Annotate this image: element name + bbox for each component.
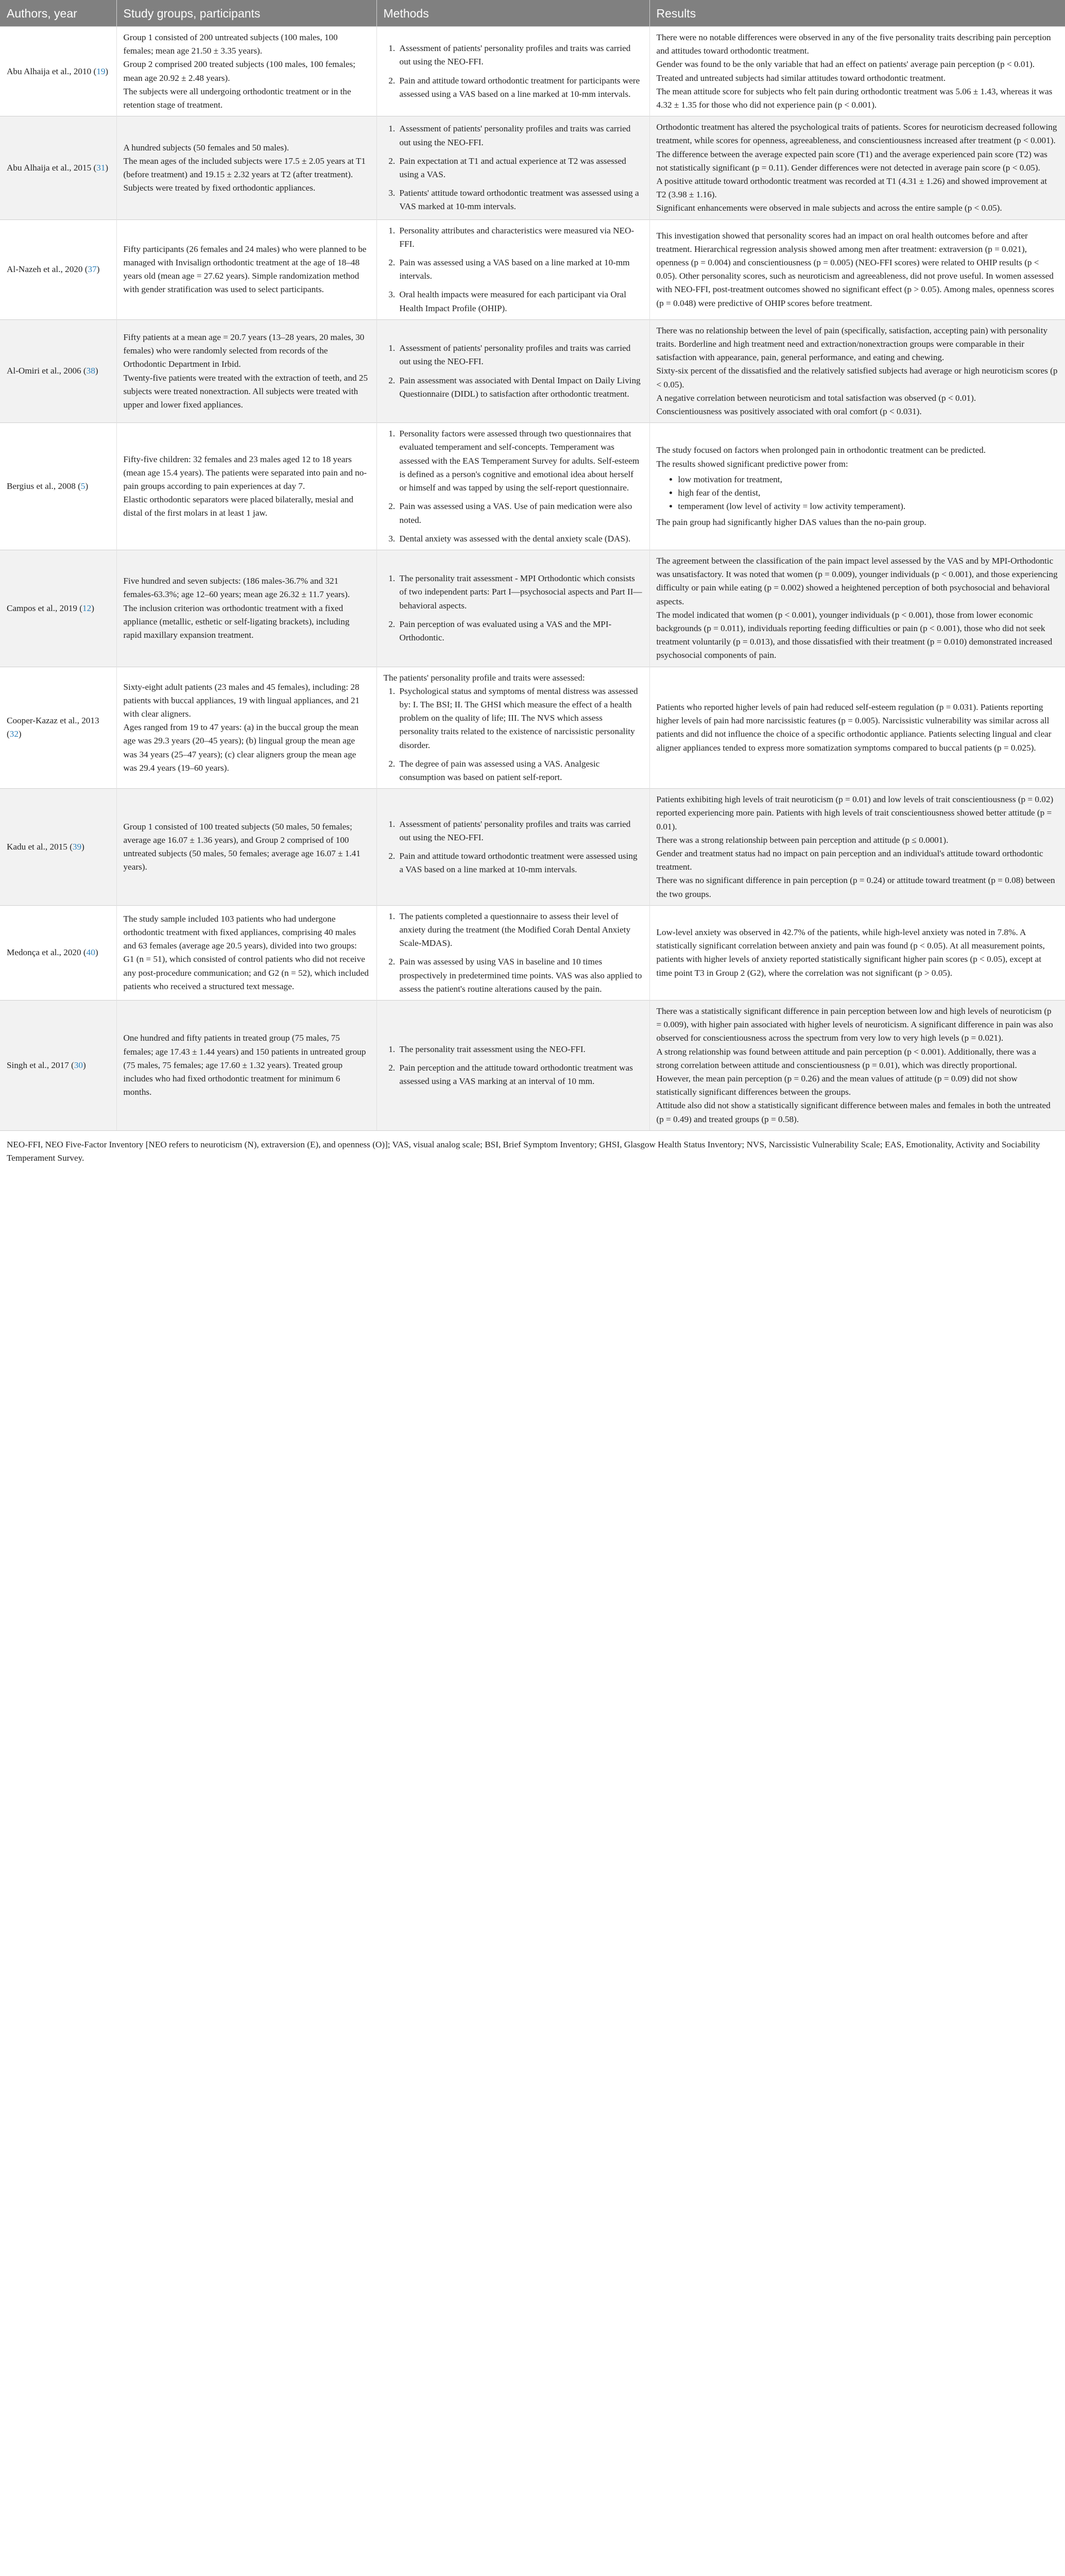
methods-item: 1. Assessment of patients' personality profiles and traits was carried out using the NEO-FFI. <box>398 342 643 368</box>
methods-item: 2. Pain perception and the attitude toward orthodontic treatment was assessed using a VAS marking at an interval of 10 mm. <box>398 1061 643 1088</box>
methods-item: 1. The personality trait assessment - MPI Orthodontic which consists of two independent parts: Part I—psychosocial aspects and Part II—behavioral aspects. <box>398 572 643 613</box>
groups-paragraph: Five hundred and seven subjects: (186 males-36.7% and 321 females-63.3%; age 12–60 years; mean age 26.32 ± 11.7 years). <box>123 576 350 600</box>
methods-item: 1. Assessment of patients' personality profiles and traits was carried out using the NEO-FFI. <box>398 42 643 69</box>
methods-item: 2. Pain and attitude toward orthodontic treatment for participants were assessed using a VAS based on a line marked at 10-mm intervals. <box>398 74 643 101</box>
author-year: Bergius et al., 2008 ( <box>7 481 81 491</box>
table-row <box>0 789 1065 906</box>
header-authors: Authors, year <box>0 0 116 27</box>
results-paragraph: The pain group had significantly higher DAS values than the no-pain group. <box>656 517 926 527</box>
results-paragraph: There was no relationship between the level of pain (specifically, satisfaction, accepting pain) with personality traits. Borderline and high treatment need and extraction/nonextraction groups were comparable in their satisfaction with appearance, pain, general performance, and eating and chewing. <box>656 325 1048 363</box>
groups-paragraph: Group 1 consisted of 200 untreated subjects (100 males, 100 females; mean age 21.50 ± 3.35 years). <box>123 32 338 56</box>
table-row <box>0 905 1065 1000</box>
results-paragraph: A negative correlation between neuroticism and total satisfaction was observed (p < 0.01). <box>656 393 976 403</box>
reference-close: ) <box>95 947 98 958</box>
methods-list <box>384 910 643 996</box>
methods-list <box>384 42 643 101</box>
reference-close: ) <box>85 481 89 491</box>
groups-paragraph: Group 1 consisted of 100 treated subjects (50 males, 50 females; average age 16.07 ± 1.36 years), and Group 2 comprised of 100 untreated subjects (50 males, 50 females; average age 16.07 ± 1.41 years). <box>123 821 360 872</box>
results-paragraph: There was no significant difference in pain perception (p = 0.24) or attitude toward treatment (p = 0.08) between the two groups. <box>656 875 1055 899</box>
results-bullet: • temperament (low level of activity = low activity temperament). <box>678 500 1059 513</box>
author-year: Singh et al., 2017 ( <box>7 1060 74 1070</box>
groups-paragraph: The inclusion criterion was orthodontic treatment with a fixed appliance (metallic, esthetic or self-ligating brackets), including rapid maxillary expansion treatment. <box>123 603 350 640</box>
groups-paragraph: Fifty participants (26 females and 24 males) who were planned to be managed with Invisalign orthodontic treatment at the age of 18–48 years old (mean age = 27.62 years). Simple randomization method with gender stratification was used to select participants. <box>123 244 367 295</box>
methods-item: 2. Pain was assessed by using VAS in baseline and 10 times prospectively in predetermined time points. VAS was also applied to assess the patient's routine alterations caused by the pain. <box>398 955 643 996</box>
author-cell <box>0 667 116 789</box>
groups-paragraph: Ages ranged from 19 to 47 years: (a) in the buccal group the mean age was 29.3 years (20–45 years); (b) lingual group the mean age was 34 years (25–47 years); (c) clear aligners group the mean age was 29.4 years (19–60 years). <box>123 722 359 773</box>
author-cell <box>0 27 116 116</box>
results-cell <box>649 1001 1065 1131</box>
groups-paragraph: Fifty patients at a mean age = 20.7 years (13–28 years, 20 males, 30 females) who were randomly selected from records of the Orthodontic Department in Irbid. <box>123 332 365 369</box>
table-row <box>0 1001 1065 1131</box>
methods-list <box>384 224 643 315</box>
results-bullet-list <box>657 473 1059 514</box>
groups-cell <box>116 1001 376 1131</box>
methods-cell <box>376 116 649 219</box>
reference-close: ) <box>105 162 109 173</box>
author-cell <box>0 219 116 319</box>
methods-cell <box>376 27 649 116</box>
reference-link[interactable]: 40 <box>86 947 95 958</box>
author-cell <box>0 1001 116 1131</box>
results-paragraph: Low-level anxiety was observed in 42.7% of the patients, while high-level anxiety was noted in 7.8%. A statistically significant correlation between anxiety and pain was found (p < 0.05). At all measurement points, patients with higher levels of anxiety reported statistically significant higher pain scores (p < 0.05), except at time point T3 in Group 2 (G2), where the correlation was not significant (p > 0.05). <box>656 927 1045 978</box>
reference-link[interactable]: 32 <box>9 729 19 739</box>
results-paragraph: Conscientiousness was positively associated with oral comfort (p < 0.031). <box>656 406 922 417</box>
methods-item: 1. Psychological status and symptoms of mental distress was assessed by: I. The BSI; II. The GHSI which measure the effect of a health problem on the quality of life; III. The NVS which assess personality traits related to the existence of narcissistic personality disorder. <box>398 685 643 752</box>
methods-list <box>384 122 643 213</box>
methods-list <box>384 427 643 546</box>
review-table-container <box>0 0 1065 1165</box>
methods-item: 2. Pain was assessed using a VAS based on a line marked at 10-mm intervals. <box>398 256 643 283</box>
groups-cell <box>116 905 376 1000</box>
methods-item: 3. Oral health impacts were measured for each participant via Oral Health Impact Profile (OHIP). <box>398 288 643 315</box>
groups-paragraph: Elastic orthodontic separators were placed bilaterally, mesial and distal of the first molars in at least 1 jaw. <box>123 495 354 518</box>
results-paragraph: The mean attitude score for subjects who felt pain during orthodontic treatment was 5.06 ± 1.43, whereas it was 4.32 ± 1.35 for those who did not experience pain (p < 0.001). <box>656 86 1053 110</box>
groups-cell <box>116 27 376 116</box>
header-results: Results <box>649 0 1065 27</box>
results-paragraph: This investigation showed that personality scores had an impact on oral health outcomes before and after treatment. Hierarchical regression analysis showed among men after treatment: extraversion (p = 0.021), openness (p = 0.004) and conscientiousness (p = 0.005) (NEO-FFI scores) were related to OHIP results (p < 0.05). Other personality scores, such as neuroticism and agreeableness, did not prove useful. In women assessed with NEO-FFI, post-treatment outcomes showed no significant effect (p > 0.05). Among males, openness scores (p = 0.048) were predictive of OHIP scores before treatment. <box>656 230 1054 308</box>
methods-list <box>384 342 643 401</box>
author-cell <box>0 550 116 667</box>
methods-cell <box>376 1001 649 1131</box>
results-paragraph: The agreement between the classification of the pain impact level assessed by the VAS and by MPI-Orthodontic was unsatisfactory. It was noted that women (p = 0.009), younger individuals (p < 0.001), and those experiencing difficulty or pain while eating (p = 0.002) showed a heightened perception of both psychosocial and behavioral aspects. <box>656 555 1058 606</box>
reference-link[interactable]: 37 <box>88 264 97 275</box>
header-methods: Methods <box>376 0 649 27</box>
methods-item: 1. Assessment of patients' personality profiles and traits was carried out using the NEO-FFI. <box>398 122 643 149</box>
results-cell <box>649 550 1065 667</box>
header-row <box>0 0 1065 27</box>
methods-list <box>384 685 643 784</box>
table-row <box>0 550 1065 667</box>
groups-cell <box>116 116 376 219</box>
results-paragraph: The study focused on factors when prolonged pain in orthodontic treatment can be predicted. <box>656 445 986 455</box>
reference-close: ) <box>105 66 109 76</box>
methods-item: 2. Pain expectation at T1 and actual experience at T2 was assessed using a VAS. <box>398 155 643 181</box>
results-paragraph: Treated and untreated subjects had similar attitudes toward orthodontic treatment. <box>656 73 946 83</box>
results-paragraph: The model indicated that women (p < 0.001), younger individuals (p < 0.001), those from lower economic backgrounds (p = 0.011), individuals reporting feeding difficulties or pain (p < 0.001), those who did not seek treatment voluntarily (p = 0.013), and those dissatisfied with their treatment (p = 0.010) demonstrated increased psychosocial components of pain. <box>656 609 1053 660</box>
table-row <box>0 319 1065 422</box>
author-year: Abu Alhaija et al., 2010 ( <box>7 66 97 76</box>
methods-cell <box>376 319 649 422</box>
methods-item: 1. Personality factors were assessed through two questionnaires that evaluated temperament and self-concepts. Temperament was assessed with the EAS Temperament Survey for adults. Self-esteem is defined as a person's cognitive and emotional idea about herself or himself and was tapped by using the self-report questionnaire. <box>398 427 643 495</box>
groups-paragraph: Twenty-five patients were treated with the extraction of teeth, and 25 subjects were treated nonextraction. All subjects were treated with upper and lower fixed appliances. <box>123 372 368 410</box>
author-year: Al-Nazeh et al., 2020 ( <box>7 264 88 275</box>
reference-link[interactable]: 30 <box>74 1060 83 1070</box>
author-cell <box>0 116 116 219</box>
methods-list <box>384 818 643 877</box>
methods-item: 1. The personality trait assessment using the NEO-FFI. <box>398 1043 643 1056</box>
reference-link[interactable]: 12 <box>82 603 92 613</box>
results-paragraph: Patients who reported higher levels of pain had reduced self-esteem regulation (p = 0.031). Patients reporting higher levels of pain had more narcissistic features (p = 0.005). Narcissistic vulnerability was similar across all patients and did not influence the choice of a specific orthodontic appliance. Patients selecting lingual and clear aligner appliances tended to express more somatization symptoms compared to buccal patients (p = 0.025). <box>656 702 1052 753</box>
results-cell <box>649 667 1065 789</box>
methods-list <box>384 572 643 645</box>
groups-paragraph: The subjects were all undergoing orthodontic treatment or in the retention stage of treatment. <box>123 86 351 110</box>
methods-item: 1. The patients completed a questionnaire to assess their level of anxiety during the treatment (the Modified Corah Dental Anxiety Scale-MDAS). <box>398 910 643 951</box>
table-row <box>0 219 1065 319</box>
results-cell <box>649 905 1065 1000</box>
methods-item: 3. Dental anxiety was assessed with the dental anxiety scale (DAS). <box>398 532 643 546</box>
results-paragraph: There were no notable differences were observed in any of the five personality traits describing pain perception and attitudes toward orthodontic treatment. <box>656 32 1051 56</box>
results-paragraph: Significant enhancements were observed in male subjects and across the entire sample (p < 0.05). <box>656 203 1002 213</box>
results-cell <box>649 423 1065 550</box>
table-body <box>0 27 1065 1131</box>
methods-intro: The patients' personality profile and traits were assessed: <box>383 672 585 683</box>
results-paragraph: Orthodontic treatment has altered the psychological traits of patients. Scores for neuroticism decreased following treatment, while scores for openness, agreeableness, and conscientiousness increased after treatment (p < 0.001). <box>656 122 1057 146</box>
groups-paragraph: Sixty-eight adult patients (23 males and 45 females), including: 28 patients with buccal appliances, 19 with lingual appliances, and 21 with clear aligners. <box>123 682 360 719</box>
methods-item: 2. Pain assessment was associated with Dental Impact on Daily Living Questionnaire (DIDL) to satisfaction after orthodontic treatment. <box>398 374 643 401</box>
groups-paragraph: Group 2 comprised 200 treated subjects (100 males, 100 females; mean age 20.92 ± 2.48 years). <box>123 59 356 83</box>
header-groups: Study groups, participants <box>116 0 376 27</box>
reference-link[interactable]: 38 <box>86 366 95 376</box>
results-bullet: • low motivation for treatment, <box>678 473 1059 486</box>
reference-close: ) <box>95 366 98 376</box>
methods-item: 1. Personality attributes and characteristics were measured via NEO-FFI. <box>398 224 643 251</box>
groups-paragraph: A hundred subjects (50 females and 50 males). <box>123 142 289 152</box>
methods-item: 3. Patients' attitude toward orthodontic treatment was assessed using a VAS marked at 10-mm intervals. <box>398 187 643 213</box>
results-paragraph: Sixty-six percent of the dissatisfied and the relatively satisfied subjects had average or high neuroticism scores (p < 0.05). <box>656 366 1058 389</box>
reference-close: ) <box>81 841 84 852</box>
methods-item: 2. Pain perception of was evaluated using a VAS and the MPI-Orthodontic. <box>398 618 643 645</box>
methods-cell <box>376 789 649 906</box>
groups-paragraph: The mean ages of the included subjects were 17.5 ± 2.05 years at T1 (before treatment) and 19.15 ± 2.32 years at T2 (after treatment). <box>123 156 366 179</box>
reference-close: ) <box>83 1060 86 1070</box>
reference-link[interactable]: 39 <box>72 841 82 852</box>
methods-item: 2. The degree of pain was assessed using a VAS. Analgesic consumption was based on patient self-report. <box>398 757 643 784</box>
author-year: Kadu et al., 2015 ( <box>7 841 73 852</box>
groups-paragraph: One hundred and fifty patients in treated group (75 males, 75 females; age 17.43 ± 1.44 years) and 150 patients in untreated group (75 males, 75 females; age 17.60 ± 1.32 years). Treated group includes who had fixed orthodontic treatment for minimum 6 months. <box>123 1033 366 1097</box>
author-year: Abu Alhaija et al., 2015 ( <box>7 162 97 173</box>
results-bullet: • high fear of the dentist, <box>678 486 1059 500</box>
methods-cell <box>376 667 649 789</box>
table-row <box>0 423 1065 550</box>
methods-item: 2. Pain was assessed using a VAS. Use of pain medication were also noted. <box>398 500 643 527</box>
groups-cell <box>116 219 376 319</box>
results-paragraph: A strong relationship was found between attitude and pain perception (p < 0.001). Additionally, there was a strong correlation between attitude and conscientiousness (p = 0.01), which was directly proportional. <box>656 1046 1036 1070</box>
methods-cell <box>376 219 649 319</box>
groups-paragraph: Subjects were treated by fixed orthodontic appliances. <box>123 183 316 193</box>
methods-list <box>384 1043 643 1089</box>
reference-close: ) <box>18 729 22 739</box>
table-row <box>0 116 1065 219</box>
results-cell <box>649 219 1065 319</box>
results-cell <box>649 116 1065 219</box>
results-paragraph: Gender and treatment status had no impact on pain perception and an individual's attitude toward orthodontic treatment. <box>656 848 1043 872</box>
results-paragraph: However, the mean pain perception (p = 0.26) and the mean values of attitude (p = 0.09) did not show statistically significant differences between the groups. <box>656 1074 1018 1097</box>
author-year: Medonça et al., 2020 ( <box>7 947 87 958</box>
reference-link[interactable]: 5 <box>80 481 85 491</box>
results-paragraph: A positive attitude toward orthodontic treatment was recorded at T1 (4.31 ± 1.26) and showed improvement at T2 (3.98 ± 1.16). <box>656 176 1047 200</box>
results-cell <box>649 789 1065 906</box>
review-table <box>0 0 1065 1131</box>
author-cell <box>0 905 116 1000</box>
methods-cell <box>376 905 649 1000</box>
reference-close: ) <box>96 264 100 275</box>
methods-cell <box>376 550 649 667</box>
groups-cell <box>116 550 376 667</box>
groups-cell <box>116 319 376 422</box>
results-paragraph: There was a statistically significant difference in pain perception between low and high levels of neuroticism (p = 0.009), with higher pain associated with higher levels of neuroticism. A significant difference in pain was also observed for conscientiousness across the spectrum from very low to very high levels (p = 0.021). <box>656 1006 1053 1043</box>
author-cell <box>0 789 116 906</box>
reference-close: ) <box>91 603 94 613</box>
table-row <box>0 27 1065 116</box>
author-year: Campos et al., 2019 ( <box>7 603 83 613</box>
reference-link[interactable]: 31 <box>96 162 106 173</box>
methods-item: 2. Pain and attitude toward orthodontic treatment were assessed using a VAS based on a line marked at 10-mm intervals. <box>398 850 643 876</box>
results-paragraph: Gender was found to be the only variable that had an effect on patients' average pain perception (p < 0.01). <box>656 59 1035 70</box>
groups-paragraph: The study sample included 103 patients who had undergone orthodontic treatment with fixed appliances, comprising 40 males and 63 females (average age 20.5 years), divided into two groups: G1 (n = 51), which consisted of control patients who did not receive any post-procedure communication; and G2 (n = 52), which included patients who received a structured text message. <box>123 913 369 991</box>
groups-cell <box>116 789 376 906</box>
results-paragraph: There was a strong relationship between pain perception and attitude (p ≤ 0.0001). <box>656 835 949 845</box>
author-cell <box>0 319 116 422</box>
results-paragraph: The difference between the average expected pain score (T1) and the average experienced pain score (T2) was not statistically significant (p = 0.11). Gender differences were not detected in average pain score (p < 0.05). <box>656 149 1047 173</box>
author-year: Cooper-Kazaz et al., 2013 ( <box>7 716 99 739</box>
results-cell <box>649 27 1065 116</box>
methods-item: 1. Assessment of patients' personality profiles and traits was carried out using the NEO-FFI. <box>398 818 643 844</box>
author-cell <box>0 423 116 550</box>
table-footnote: NEO-FFI, NEO Five-Factor Inventory [NEO refers to neuroticism (N), extraversion (E), and openness (O)]; VAS, visual analog scale; BSI, Brief Symptom Inventory; GHSI, Glasgow Health Status Inventory; NVS, Narcissistic Vulnerability Scale; EAS, Emotionality, Activity and Sociability Temperament Survey. <box>7 1139 1040 1163</box>
results-cell <box>649 319 1065 422</box>
groups-cell <box>116 667 376 789</box>
results-paragraph: Attitude also did not show a statistically significant difference between males and females in both the untreated (p = 0.49) and treated groups (p = 0.58). <box>656 1100 1051 1124</box>
reference-link[interactable]: 19 <box>96 66 106 76</box>
author-year: Al-Omiri et al., 2006 ( <box>7 366 87 376</box>
table-header <box>0 0 1065 27</box>
groups-cell <box>116 423 376 550</box>
groups-paragraph: Fifty-five children: 32 females and 23 males aged 12 to 18 years (mean age 15.4 years). The patients were separated into pain and no-pain groups according to pain experiences at day 7. <box>123 454 367 491</box>
results-paragraph: The results showed significant predictive power from: <box>656 459 848 469</box>
results-paragraph: Patients exhibiting high levels of trait neuroticism (p = 0.01) and low levels of trait conscientiousness (p = 0.02) reported experiencing more pain. Patients with high levels of trait conscientiousness showed better attitude (p = 0.01). <box>656 794 1054 832</box>
methods-cell <box>376 423 649 550</box>
table-row <box>0 667 1065 789</box>
